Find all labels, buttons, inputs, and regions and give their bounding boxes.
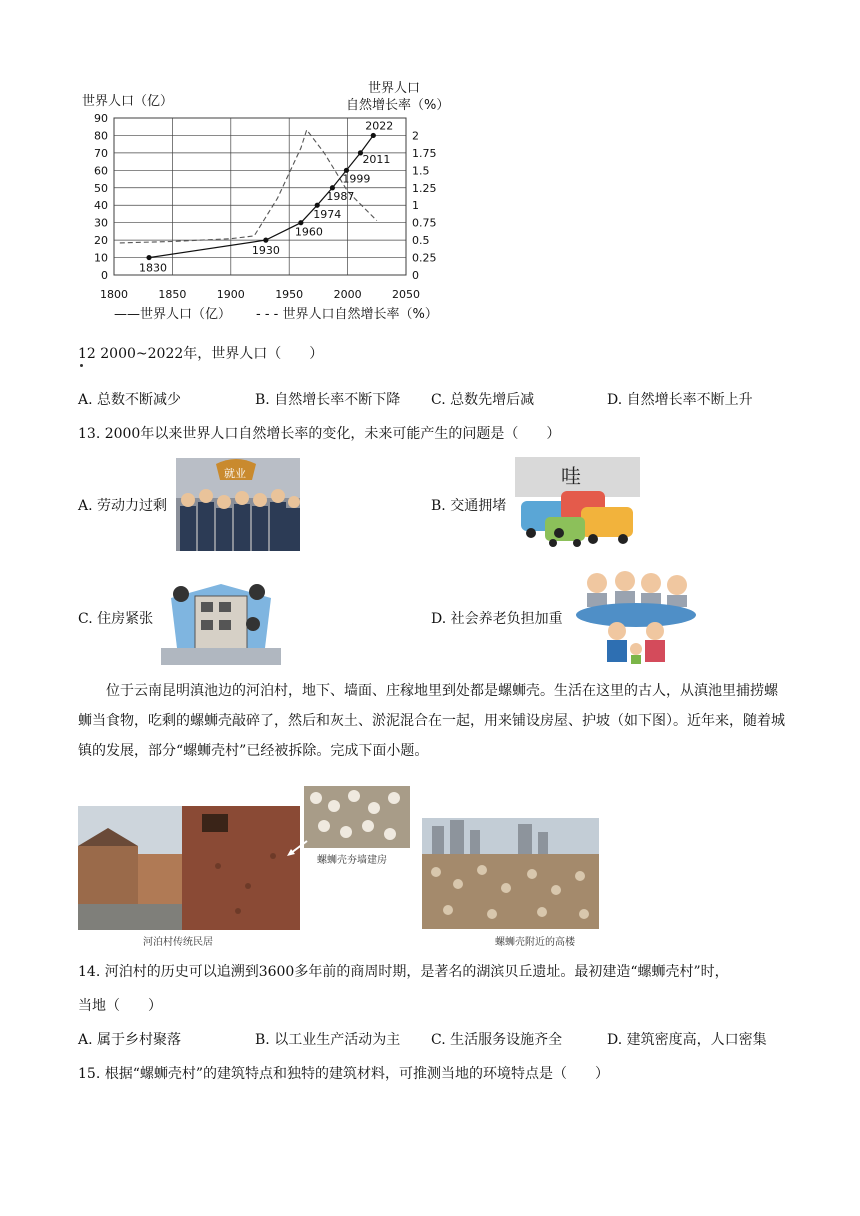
y-left-tick-label: 80 [94, 129, 108, 143]
arrow-pointer [285, 838, 309, 858]
y-left-tick-label: 40 [94, 199, 108, 213]
y-left-axis-label: 世界人口（亿） [82, 94, 174, 109]
q14-option-d[interactable]: D. 建筑密度高，人口密集 [607, 1032, 767, 1048]
traffic-shout-text: 哇 [561, 464, 581, 488]
population-point [371, 133, 376, 138]
population-point [298, 220, 303, 225]
y-right-tick-label: 0 [412, 269, 419, 282]
growth-rate-line [120, 130, 377, 243]
x-tick-label: 2050 [392, 288, 420, 301]
elderly-burden-illustration [573, 569, 699, 664]
y-right-tick-label: 1.5 [412, 164, 430, 178]
legend-dashed: - - - 世界人口自然增长率（%） [256, 307, 438, 322]
population-point-label: 1960 [294, 225, 323, 239]
population-point [263, 238, 268, 243]
q12-option-a[interactable]: A. 总数不断减少 [78, 392, 182, 408]
y-left-tick-label: 60 [94, 164, 108, 178]
y-right-axis-label-line2: 自然增长率（%） [346, 98, 450, 113]
population-point [146, 255, 151, 260]
y-right-tick-label: 1.25 [412, 181, 437, 195]
housing-shortage-illustration [161, 578, 281, 665]
y-left-tick-label: 90 [94, 112, 108, 125]
reading-passage: 位于云南昆明滇池边的河泊村，地下、墙面、庄稼地里到处都是螺蛳壳。生活在这里的古人，从滇池里捕捞螺蛳当食物，吃剩的螺蛳壳敲碎了，然后和灰土、淤泥混合在一起，用来铺设房屋、护坡（如下图）。近年来，随着城镇的发展，部分“螺蛳壳村”已经被拆除。完成下面小题。 [78, 683, 785, 759]
growth-rate-series [120, 130, 377, 243]
q13-option-b[interactable]: B. 交通拥堵 [431, 498, 507, 514]
y-left-tick-label: 50 [94, 181, 108, 195]
population-point-label: 1930 [251, 244, 280, 258]
population-point-label: 1830 [139, 261, 168, 275]
population-series [139, 119, 393, 274]
q14-option-a[interactable]: A. 属于乡村聚落 [78, 1032, 182, 1048]
x-tick-label: 1900 [216, 288, 245, 301]
y-right-tick-label: 1 [412, 199, 419, 213]
crowd-jobs-illustration [176, 458, 300, 551]
x-tick-label: 2000 [333, 288, 362, 301]
y-right-tick-label: 0.75 [412, 216, 437, 230]
q13-option-c[interactable]: C. 住房紧张 [78, 611, 154, 627]
population-chart [70, 78, 460, 328]
q14-option-b[interactable]: B. 以工业生产活动为主 [255, 1032, 401, 1048]
population-point-label: 2022 [365, 119, 394, 133]
y-right-tick-label: 0.25 [412, 251, 437, 265]
x-tick-label: 1950 [275, 288, 304, 301]
q14-stem-line1: 14. 河泊村的历史可以追溯到3600多年前的商周时期，是著名的湖滨贝丘遗址。最初建造“螺蛳壳村”时， [78, 964, 729, 980]
q13-stem: 13. 2000年以来世界人口自然增长率的变化，未来可能产生的问题是（ ） [78, 426, 561, 442]
x-tick-label: 1850 [158, 288, 187, 301]
q12-dot [80, 364, 83, 367]
y-right-axis-label-line1: 世界人口 [368, 81, 421, 96]
traditional-house-photo [78, 806, 300, 930]
q12-option-d[interactable]: D. 自然增长率不断上升 [607, 392, 753, 408]
q12-option-c[interactable]: C. 总数先增后减 [431, 392, 535, 408]
q13-option-d[interactable]: D. 社会养老负担加重 [431, 611, 563, 627]
shell-wall-photo [304, 786, 410, 848]
y-left-tick-label: 20 [94, 234, 108, 248]
population-point-label: 1987 [326, 189, 355, 203]
q14-option-c[interactable]: C. 生活服务设施齐全 [431, 1032, 563, 1048]
y-left-tick-label: 70 [94, 146, 108, 160]
shell-field-photo [422, 818, 599, 929]
q15-stem: 15. 根据“螺蛳壳村”的建筑特点和独特的建筑材料，可推测当地的环境特点是（ ） [78, 1066, 610, 1082]
y-left-tick-label: 10 [94, 251, 108, 265]
y-right-tick-label: 1.75 [412, 146, 437, 160]
y-left-tick-label: 30 [94, 216, 108, 230]
q12-stem: 12 2000~2022年，世界人口（ ） [78, 346, 324, 362]
population-point-label: 1974 [313, 208, 342, 222]
y-left-tick-label: 0 [101, 269, 108, 282]
legend-solid: ——世界人口（亿） [114, 307, 232, 322]
population-point [315, 203, 320, 208]
q14-stem-line2: 当地（ ） [78, 998, 162, 1014]
jobs-sign-text: 就业 [224, 467, 246, 480]
caption-traditional-house: 河泊村传统民居 [143, 937, 213, 948]
traffic-jam-illustration [515, 457, 640, 549]
population-point-label: 1999 [342, 172, 371, 186]
population-point-label: 2011 [362, 152, 391, 166]
y-right-tick-label: 0.5 [412, 234, 430, 248]
caption-shell-wall: 螺蛳壳夯墙建房 [317, 855, 387, 866]
caption-shell-field: 螺蛳壳附近的高楼 [495, 937, 575, 948]
q12-option-b[interactable]: B. 自然增长率不断下降 [255, 392, 401, 408]
q13-option-a[interactable]: A. 劳动力过剩 [78, 498, 168, 514]
x-tick-label: 1800 [100, 288, 128, 301]
y-right-tick-label: 2 [412, 129, 419, 143]
